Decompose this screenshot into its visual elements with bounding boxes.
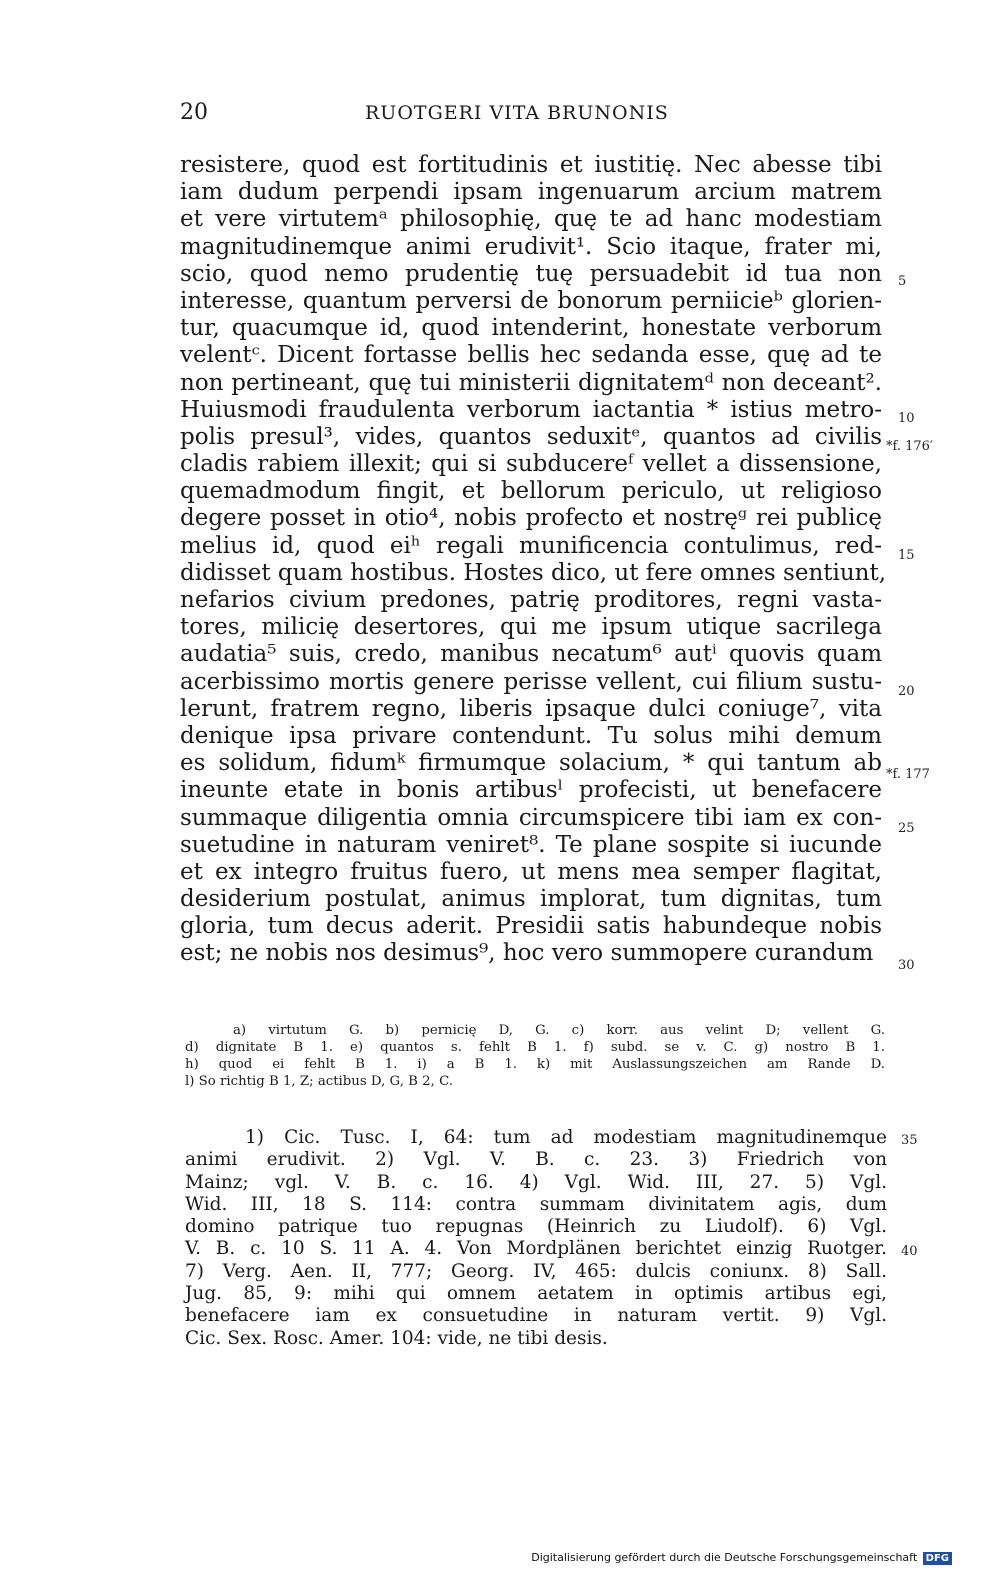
digitization-credit [531, 1551, 952, 1565]
text-line: desiderium postulat, animus implorat, tum dignitas, tum [180, 886, 882, 913]
text-line: denique ipsa privare contendunt. Tu solus mihi demum [180, 722, 882, 749]
text-line: didisset quam hostibus. Hostes dico, ut fere omnes sentiunt, [180, 559, 887, 586]
source-note-line: animi erudivit. 2) Vgl. V. B. c. 23. 3) Friedrich von [185, 1149, 887, 1171]
text-line: gloria, tum decus aderit. Presidii satis habundeque nobis [180, 913, 882, 940]
text-line: et vere virtutemᵃ philosophię, quę te ad hanc modestiam [180, 206, 882, 233]
main-text [180, 152, 887, 968]
text-line: non pertineant, quę tui ministerii dignitatemᵈ non deceant². [180, 369, 882, 396]
source-note-line: Cic. Sex. Rosc. Amer. 104: vide, ne tibi desis. [185, 1327, 608, 1349]
text-line: es solidum, fidumᵏ firmumque solacium, * qui tantum ab [180, 750, 882, 777]
dfg-logo: DFG [923, 1552, 952, 1565]
line-number: 10 [898, 411, 915, 426]
apparatus-line: h) quod ei fehlt B 1. i) a B 1. k) mit Auslassungszeichen am Rande D. [185, 1057, 885, 1072]
text-line: tores, milicię desertores, qui me ipsum utique sacrilega [180, 614, 882, 641]
source-note-line: 7) Verg. Aen. II, 777; Georg. IV, 465: dulcis coniunx. 8) Sall. [185, 1260, 887, 1282]
text-line: velentᶜ. Dicent fortasse bellis hec sedanda esse, quę ad te [180, 342, 882, 369]
page-header [180, 100, 880, 130]
source-note-line: Wid. III, 18 S. 114: contra summam divinitatem agis, dum [185, 1193, 887, 1215]
text-line: polis presul³, vides, quantos seduxitᵉ, quantos ad civilis [180, 423, 882, 450]
line-number: 25 [898, 821, 915, 836]
text-line: acerbissimo mortis genere perisse vellent, cui filium sustu- [180, 668, 882, 695]
line-number: 15 [898, 548, 915, 563]
text-line: est; ne nobis nos desimus⁹, hoc vero summopere curandum [180, 940, 874, 967]
source-notes [185, 1127, 887, 1350]
text-line: suetudine in naturam veniret⁸. Te plane sospite si iucunde [180, 831, 882, 858]
source-note-line: benefacere iam ex consuetudine in naturam vertit. 9) Vgl. [185, 1305, 887, 1327]
text-line: nefarios civium predones, patrię proditores, regni vasta- [180, 587, 882, 613]
page-number: 20 [180, 100, 208, 125]
text-line: quemadmodum fingit, et bellorum periculo, ut religioso [180, 478, 882, 505]
text-line: lerunt, fratrem regno, liberis ipsaque dulci coniuge⁷, vita [180, 695, 882, 722]
source-note-line: Mainz; vgl. V. B. c. 16. 4) Vgl. Wid. III, 27. 5) Vgl. [185, 1171, 887, 1193]
source-note-line: V. B. c. 10 S. 11 A. 4. Von Mordplänen berichtet einzig Ruotger. [185, 1238, 887, 1260]
source-note-line: 1) Cic. Tusc. I, 64: tum ad modestiam magnitudinemque [245, 1127, 887, 1148]
text-line: tur, quacumque id, quod intenderint, honestate verborum [180, 315, 882, 342]
line-number: 30 [898, 958, 915, 973]
apparatus-line: d) dignitate B 1. e) quantos s. fehlt B 1. f) subd. se v. C. g) nostro B 1. [185, 1040, 885, 1055]
running-title: RUOTGERI VITA BRUNONIS [365, 102, 669, 124]
source-note-line: domino patrique tuo repugnas (Heinrich zu Liudolf). 6) Vgl. [185, 1216, 887, 1238]
text-line: audatia⁵ suis, credo, manibus necatum⁶ autⁱ quovis quam [180, 641, 882, 668]
line-number: 20 [898, 684, 915, 699]
text-line: degere posset in otio⁴, nobis profecto et nostręᵍ rei publicę [180, 505, 882, 532]
credit-text: Digitalisierung gefördert durch die Deutsche Forschungsgemeinschaft [531, 1551, 918, 1564]
text-line: ineunte etate in bonis artibusˡ profecisti, ut benefacere [180, 777, 882, 804]
apparatus-line: l) So richtig B 1, Z; actibus D, G, B 2, C. [185, 1074, 453, 1089]
text-line: summaque diligentia omnia circumspicere tibi iam ex con- [180, 804, 882, 831]
line-number: 35 [901, 1133, 918, 1148]
source-note-line: Jug. 85, 9: mihi qui omnem aetatem in optimis artibus egi, [185, 1283, 887, 1305]
text-line: iam dudum perpendi ipsam ingenuarum arcium matrem [180, 179, 882, 206]
text-line: melius id, quod eiʰ regali munificencia contulimus, red- [180, 532, 882, 559]
text-line: interesse, quantum perversi de bonorum perniicieᵇ glorien- [180, 287, 882, 314]
line-number: 5 [898, 274, 907, 289]
folio-mark: *f. 176′ [886, 439, 933, 454]
critical-apparatus [185, 1022, 885, 1090]
text-line: magnitudinemque animi erudivit¹. Scio itaque, frater mi, [180, 233, 882, 260]
line-number: 40 [901, 1244, 918, 1259]
text-line: scio, quod nemo prudentię tuę persuadebit id tua non [180, 260, 882, 287]
text-line: et ex integro fruitus fuero, ut mens mea semper flagitat, [180, 858, 882, 885]
text-line: cladis rabiem illexit; qui si subducereᶠ vellet a dissensione, [180, 451, 882, 478]
text-line: resistere, quod est fortitudinis et iustitię. Nec abesse tibi [180, 152, 882, 178]
folio-mark: *f. 177 [886, 767, 930, 782]
apparatus-line: a) virtutum G. b) pernicię D, G. c) korr. aus velint D; vellent G. [233, 1023, 885, 1038]
text-line: Huiusmodi fraudulenta verborum iactantia * istius metro- [180, 396, 882, 423]
